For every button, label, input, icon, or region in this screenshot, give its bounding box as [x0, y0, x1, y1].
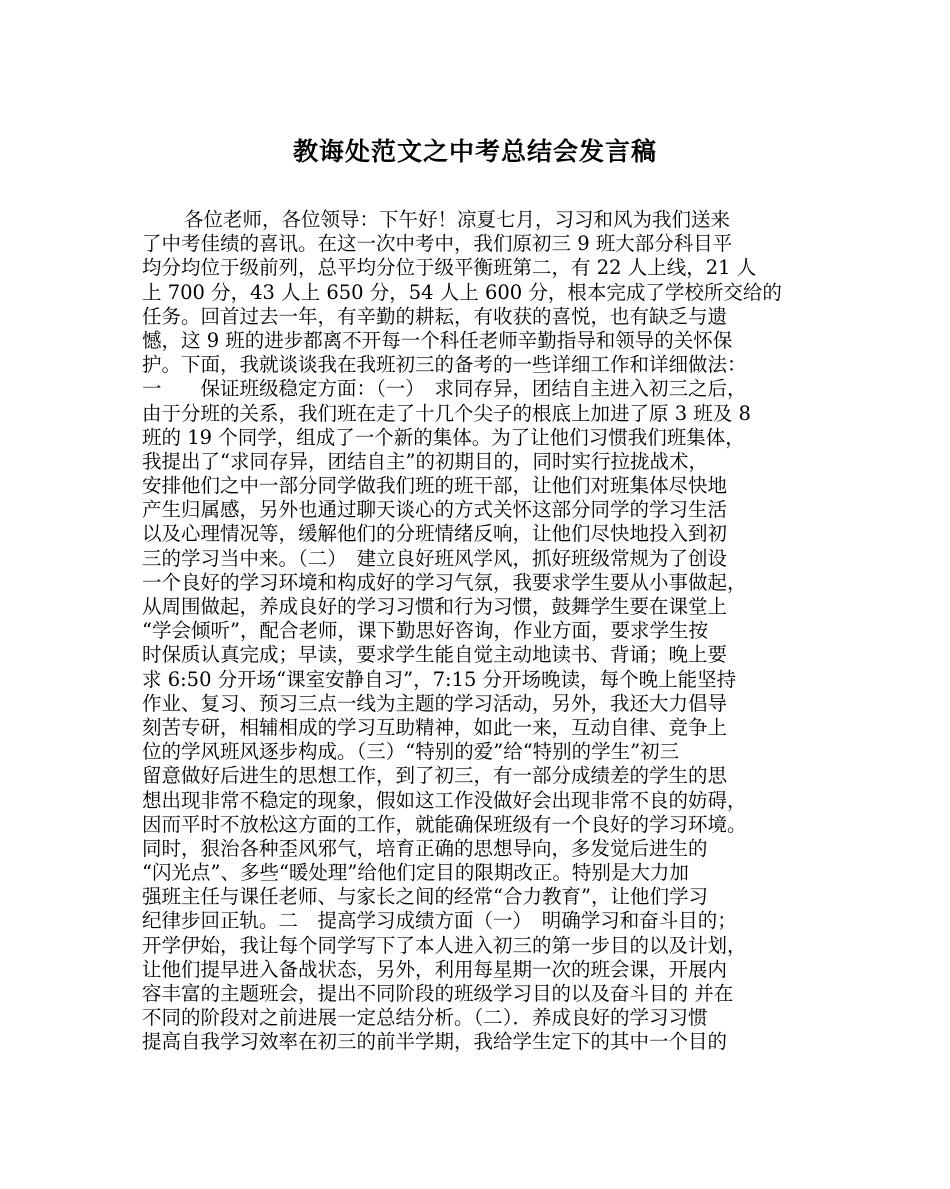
- body-line: “学会倾听”，配合老师，课下勤思好咨询，作业方面，要求学生按: [142, 619, 708, 643]
- body-line: 以及心理情况等，缓解他们的分班情绪反响，让他们尽快地投入到初: [142, 522, 728, 546]
- body-line: 一个良好的学习环境和构成好的学习气氛，我要求学生要从小事做起，: [142, 570, 747, 594]
- document-body: [142, 208, 832, 1055]
- body-line: 想出现非常不稳定的现象，假如这工作没做好会出现非常不良的妨碍，: [142, 788, 747, 812]
- body-line: 刻苦专研，相辅相成的学习互助精神，如此一来，互动自律、竞争上: [142, 715, 728, 739]
- body-line: 纪律步回正轨。二 提高学习成绩方面（一） 明确学习和奋斗目的；: [142, 909, 737, 933]
- body-line: 由于分班的关系，我们班在走了十几个尖子的根底上加进了原 3 班及 8: [142, 401, 751, 425]
- body-line: 一 保证班级稳定方面：（一） 求同存异，团结自主进入初三之后，: [142, 377, 747, 401]
- body-line: 上 700 分，43 人上 650 分，54 人上 600 分，根本完成了学校所交给的: [142, 280, 782, 304]
- body-line: 产生归属感，另外也通过聊天谈心的方式关怀这部分同学的学习生活: [142, 498, 728, 522]
- body-line: 时保质认真完成；早读，要求学生能自觉主动地读书、背诵；晚上要: [142, 643, 728, 667]
- body-line: 各位老师，各位领导：下午好！凉夏七月，习习和风为我们送来: [184, 208, 731, 231]
- body-line: “闪光点”、多些“暖处理”给他们定目的限期改正。特别是大力加: [142, 861, 689, 885]
- body-line: 任务。回首过去一年，有辛勤的耕耘，有收获的喜悦，也有缺乏与遗: [142, 304, 728, 328]
- body-line: 同时，狠治各种歪风邪气，培育正确的思想导向，多发觉后进生的: [142, 836, 708, 860]
- body-line: 容丰富的主题班会，提出不同阶段的班级学习目的以及奋斗目的 并在: [142, 982, 734, 1005]
- body-line: 安排他们之中一部分同学做我们班的班干部，让他们对班集体尽快地: [142, 474, 728, 498]
- body-line: 了中考佳绩的喜讯。在这一次中考中，我们原初三 9 班大部分科目平: [142, 232, 733, 256]
- body-line: 让他们提早进入备战状态，另外，利用每星期一次的班会课，开展内: [142, 957, 728, 981]
- document-title: 教诲处范文之中考总结会发言稿: [292, 137, 657, 166]
- body-line: 强班主任与课任老师、与家长之间的经常“合力教育”，让他们学习: [142, 885, 708, 909]
- body-line: 因而平时不放松这方面的工作，就能确保班级有一个良好的学习环境。: [142, 812, 747, 836]
- body-line: 护。下面，我就谈谈我在我班初三的备考的一些详细工作和详细做法：: [142, 353, 747, 377]
- body-line: 我提出了“求同存异，团结自主”的初期目的，同时实行拉拢战术，: [142, 449, 708, 473]
- body-line: 不同的阶段对之前进展一定总结分析。（二）．养成良好的学习习惯: [142, 1006, 708, 1030]
- body-line: 求 6:50 分开场“课室安静自习”，7:15 分开场晚读，每个晚上能坚持: [142, 667, 737, 691]
- body-line: 开学伊始，我让每个同学写下了本人进入初三的第一步目的以及计划，: [142, 933, 747, 957]
- body-line: 从周围做起，养成良好的学习习惯和行为习惯，鼓舞学生要在课堂上: [142, 595, 728, 618]
- body-line: 三的学习当中来。（二） 建立良好班风学风，抓好班级常规为了创设: [142, 546, 728, 570]
- body-line: 憾，这 9 班的进步都离不开每一个科任老师辛勤指导和领导的关怀保: [142, 328, 733, 352]
- body-line: 留意做好后进生的思想工作，到了初三，有一部分成绩差的学生的思: [142, 764, 728, 788]
- body-line: 提高自我学习效率在初三的前半学期，我给学生定下的其中一个目的: [142, 1030, 728, 1054]
- body-line: 位的学风班风逐步构成。（三）“特别的爱”给“特别的学生”初三: [142, 740, 680, 764]
- body-line: 均分均位于级前列，总平均分位于级平衡班第二，有 22 人上线，21 人: [142, 256, 757, 280]
- body-line: 班的 19 个同学，组成了一个新的集体。为了让他们习惯我们班集体，: [142, 425, 745, 449]
- body-line: 作业、复习、预习三点一线为主题的学习活动，另外，我还大力倡导: [142, 691, 728, 715]
